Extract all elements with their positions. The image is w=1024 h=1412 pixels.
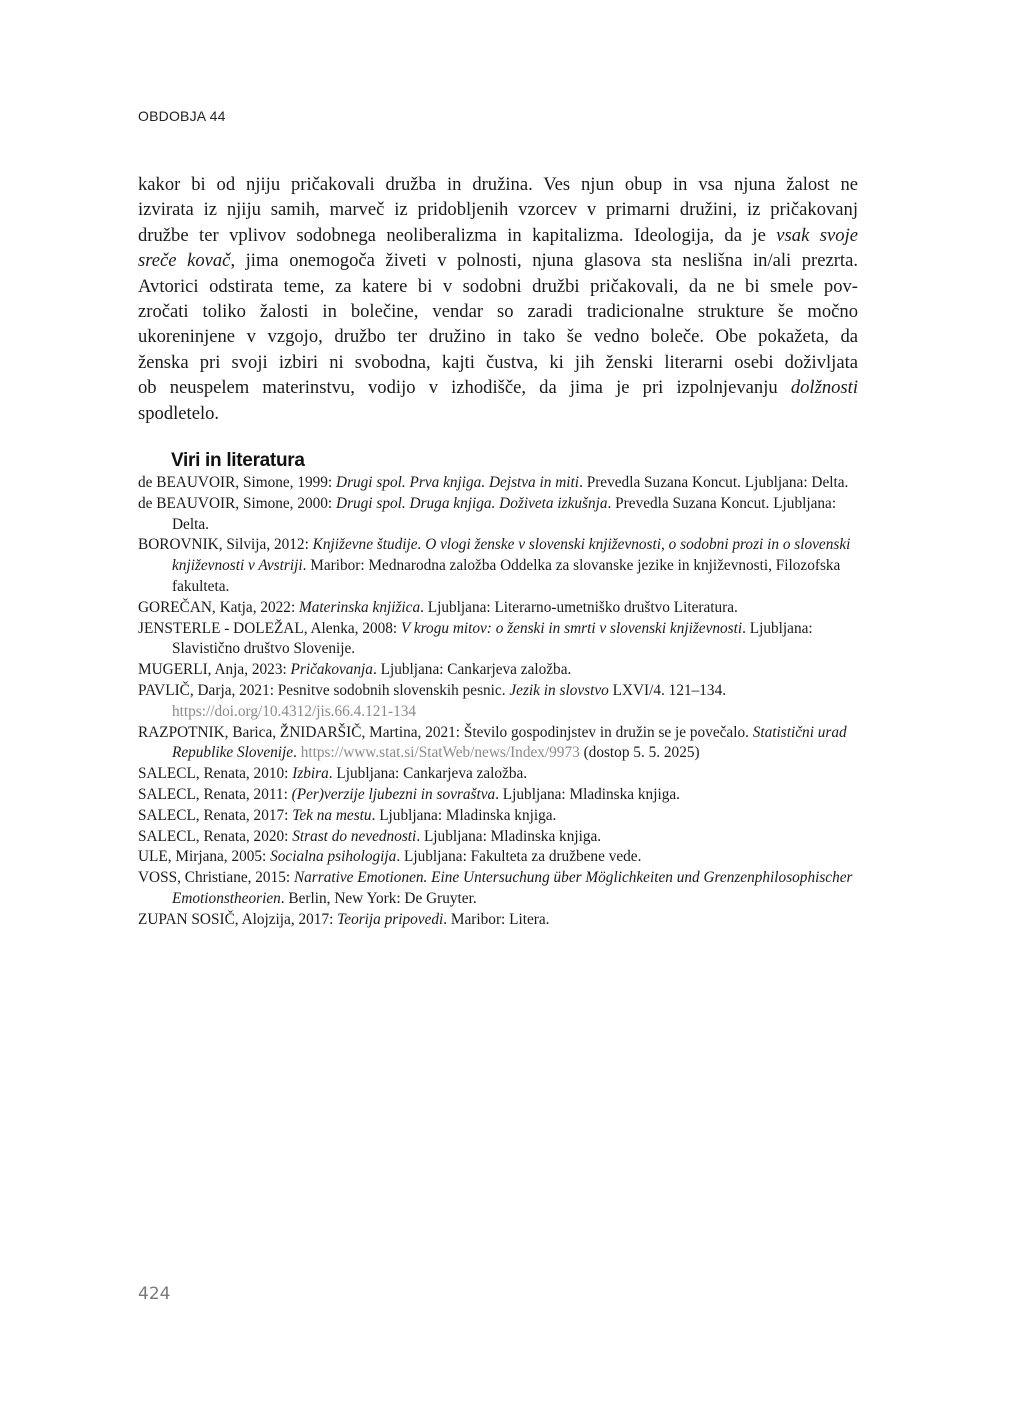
- reference-title: Teorija pripovedi: [337, 910, 444, 928]
- body-line: [138, 375, 858, 400]
- reference-entry: [138, 764, 858, 785]
- body-text-segment: zročati toliko žalosti in bolečine, vendar so zaradi tradicionalne strukture še močno: [138, 301, 858, 323]
- reference-entry: [138, 535, 858, 597]
- reference-text: GOREČAN, Katja, 2022:: [138, 598, 300, 616]
- reference-text: SALECL, Renata, 2011:: [138, 785, 292, 803]
- reference-title: Materinska knjižica: [299, 598, 421, 616]
- reference-title: Drugi spol. Prva knjiga. Dejstva in miti: [336, 474, 580, 491]
- reference-link[interactable]: https://www.stat.si/StatWeb/news/Index/9973: [300, 744, 580, 762]
- reference-text: JENSTERLE - DOLEŽAL, Alenka, 2008:: [138, 619, 401, 637]
- reference-title: (Per)verzije ljubezni in sovraštva: [291, 785, 496, 803]
- body-line: [138, 401, 858, 426]
- reference-text: de BEAUVOIR, Simone, 2000:: [138, 494, 337, 512]
- reference-entry: [138, 681, 858, 723]
- reference-entry: [138, 598, 858, 619]
- reference-title: Socialna psihologija: [270, 848, 397, 866]
- reference-entry: [138, 910, 858, 931]
- reference-text: . Ljubljana: Mladinska knjiga.: [371, 806, 557, 824]
- reference-text: SALECL, Renata, 2010:: [138, 765, 293, 783]
- body-text-segment: družbe ter vplivov sodobnega neoliberalizma in kapitalizma. Ideologija, da je: [138, 224, 777, 246]
- body-text-segment: Avtorici odstirata teme, za katere bi v sodobni družbi pričakovali, da ne bi smele pov-: [138, 275, 858, 297]
- body-line: [138, 350, 858, 375]
- reference-text: .: [293, 744, 301, 762]
- body-paragraph: [138, 172, 858, 426]
- reference-text: de BEAUVOIR, Simone, 1999:: [138, 474, 337, 491]
- reference-text: . Ljubljana: Mladinska knjiga.: [495, 785, 680, 803]
- reference-text: . Maribor: Litera.: [443, 910, 550, 928]
- body-text-segment: , jima onemogoča živeti v polnosti, njuna glasova sta neslišna in/ali prezrta.: [230, 250, 858, 272]
- reference-text: . Ljubljana: Slavistično društvo Slovenije.: [172, 619, 813, 658]
- reference-title: V krogu mitov: o ženski in smrti v slovenski književnosti: [400, 619, 743, 637]
- reference-text: RAZPOTNIK, Barica, ŽNIDARŠIČ, Martina, 2021: Število gospodinjstev in družin se je povečalo.: [138, 723, 753, 741]
- references-list: [138, 473, 858, 931]
- reference-text: (dostop 5. 5. 2025): [579, 744, 700, 762]
- reference-text: . Prevedla Suzana Koncut. Ljubljana: Delta.: [579, 474, 849, 491]
- reference-entry: [138, 473, 858, 494]
- reference-entry: [138, 847, 858, 868]
- reference-title: Književne študije. O vlogi ženske v slovenski književnosti, o sodobni prozi in o slovenski književnosti v Avstriji: [172, 536, 851, 575]
- reference-text: . Ljubljana: Cankarjeva založba.: [372, 661, 572, 679]
- body-text-segment: kakor bi od njiju pričakovali družba in družina. Ves njun obup in vsa njuna žalost ne: [138, 174, 858, 195]
- emphasis-text: dolžnosti: [790, 377, 858, 399]
- body-line: [138, 172, 858, 197]
- reference-title: Jezik in slovstvo: [509, 681, 609, 699]
- body-line: [138, 197, 858, 222]
- reference-title: Strast do nevednosti: [292, 827, 417, 845]
- reference-text: . Prevedla Suzana Koncut. Ljubljana: Delta.: [172, 494, 837, 533]
- reference-text: . Maribor: Mednarodna založba Oddelka za slovanske jezike in književnosti, Filozofska fakulteta.: [172, 557, 841, 595]
- reference-link[interactable]: https://doi.org/10.4312/jis.66.4.121-134: [172, 702, 417, 720]
- page-number: 424: [138, 1284, 171, 1304]
- reference-text: . Ljubljana: Literarno-umetniško društvo Literatura.: [420, 598, 738, 616]
- body-text-segment: ob neuspelem materinstvu, vodijo v izhodišče, da jima je pri izpolnjevanju: [138, 377, 791, 399]
- reference-text: . Ljubljana: Mladinska knjiga.: [416, 827, 602, 845]
- reference-title: Izbira: [292, 765, 329, 783]
- reference-entry: [138, 806, 858, 827]
- reference-entry: [138, 785, 858, 806]
- body-text-segment: spodletelo.: [138, 402, 220, 424]
- reference-text: ULE, Mirjana, 2005:: [138, 848, 271, 866]
- body-text-segment: izvirata iz njiju samih, marveč iz pridobljenih vzorcev v primarni družini, iz pričakovanj: [138, 199, 858, 221]
- reference-text: . Berlin, New York: De Gruyter.: [280, 889, 477, 907]
- reference-entry: [138, 660, 858, 681]
- reference-text: VOSS, Christiane, 2015:: [138, 869, 294, 887]
- reference-entry: [138, 494, 858, 536]
- reference-title: Tek na mestu: [292, 806, 372, 824]
- body-line: [138, 324, 858, 349]
- reference-text: SALECL, Renata, 2020:: [138, 827, 293, 845]
- body-text-segment: ukoreninjene v vzgojo, družbo ter družino in tako še vedno boleče. Obe pokažeta, da: [138, 326, 858, 348]
- reference-text: LXVI/4. 121–134.: [608, 681, 727, 699]
- reference-entry: [138, 723, 858, 765]
- reference-title: Pričakovanja: [290, 661, 373, 679]
- body-line: [138, 223, 858, 248]
- reference-title: Narrative Emotionen. Eine Untersuchung über Möglichkeiten und Grenzenphilosophischer Emotionstheorien: [172, 869, 853, 907]
- body-line: [138, 299, 858, 324]
- reference-text: SALECL, Renata, 2017:: [138, 806, 293, 824]
- reference-entry: [138, 827, 858, 848]
- reference-text: ZUPAN SOSIČ, Alojzija, 2017:: [138, 910, 338, 928]
- body-line: [138, 274, 858, 299]
- emphasis-text: vsak svoje: [776, 224, 858, 246]
- reference-text: BOROVNIK, Silvija, 2012:: [138, 536, 313, 554]
- reference-text: . Ljubljana: Cankarjeva založba.: [328, 765, 528, 783]
- running-head: OBDOBJA 44: [138, 108, 226, 124]
- reference-text: PAVLIČ, Darja, 2021: Pesnitve sodobnih slovenskih pesnic.: [138, 681, 510, 699]
- reference-entry: [138, 619, 858, 661]
- reference-entry: [138, 868, 858, 910]
- reference-text: MUGERLI, Anja, 2023:: [138, 661, 291, 679]
- body-line: [138, 248, 858, 273]
- reference-title: Drugi spol. Druga knjiga. Doživeta izkušnja: [336, 494, 608, 512]
- body-text-segment: ženska pri svoji izbiri ni svobodna, kajti čustva, ki jih ženski literarni osebi doživljata: [138, 351, 858, 373]
- reference-title: Statistični urad Republike Slovenije: [172, 723, 847, 762]
- emphasis-text: sreče kovač: [138, 250, 231, 272]
- reference-text: . Ljubljana: Fakulteta za družbene vede.: [396, 848, 642, 866]
- references-heading: Viri in literatura: [171, 450, 305, 471]
